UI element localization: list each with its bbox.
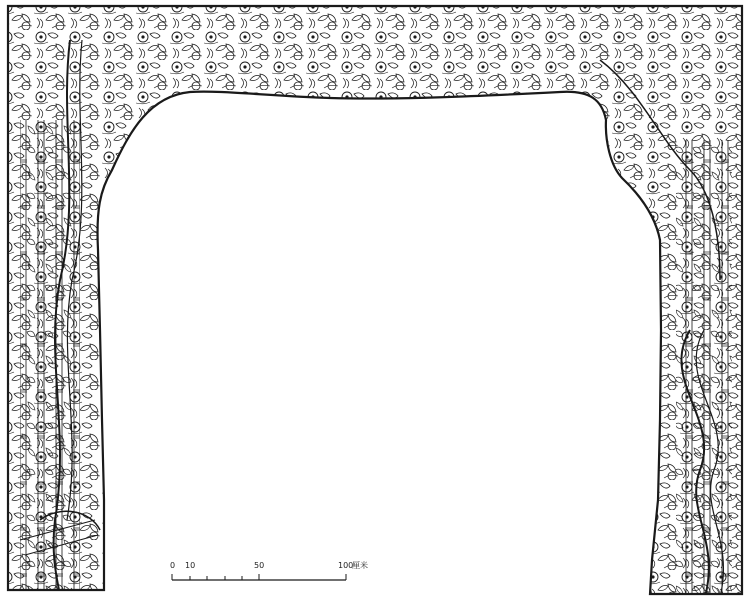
scale-unit-label: 厘米	[352, 561, 368, 570]
scale-tick-label: 10	[185, 561, 196, 570]
scale-tick-label: 100	[338, 561, 354, 570]
left-bamboo	[20, 120, 80, 597]
right-bamboo	[676, 140, 732, 597]
scale-bar	[170, 560, 368, 580]
scale-tick-label: 0	[170, 561, 176, 570]
scale-tick-label: 50	[254, 561, 265, 570]
